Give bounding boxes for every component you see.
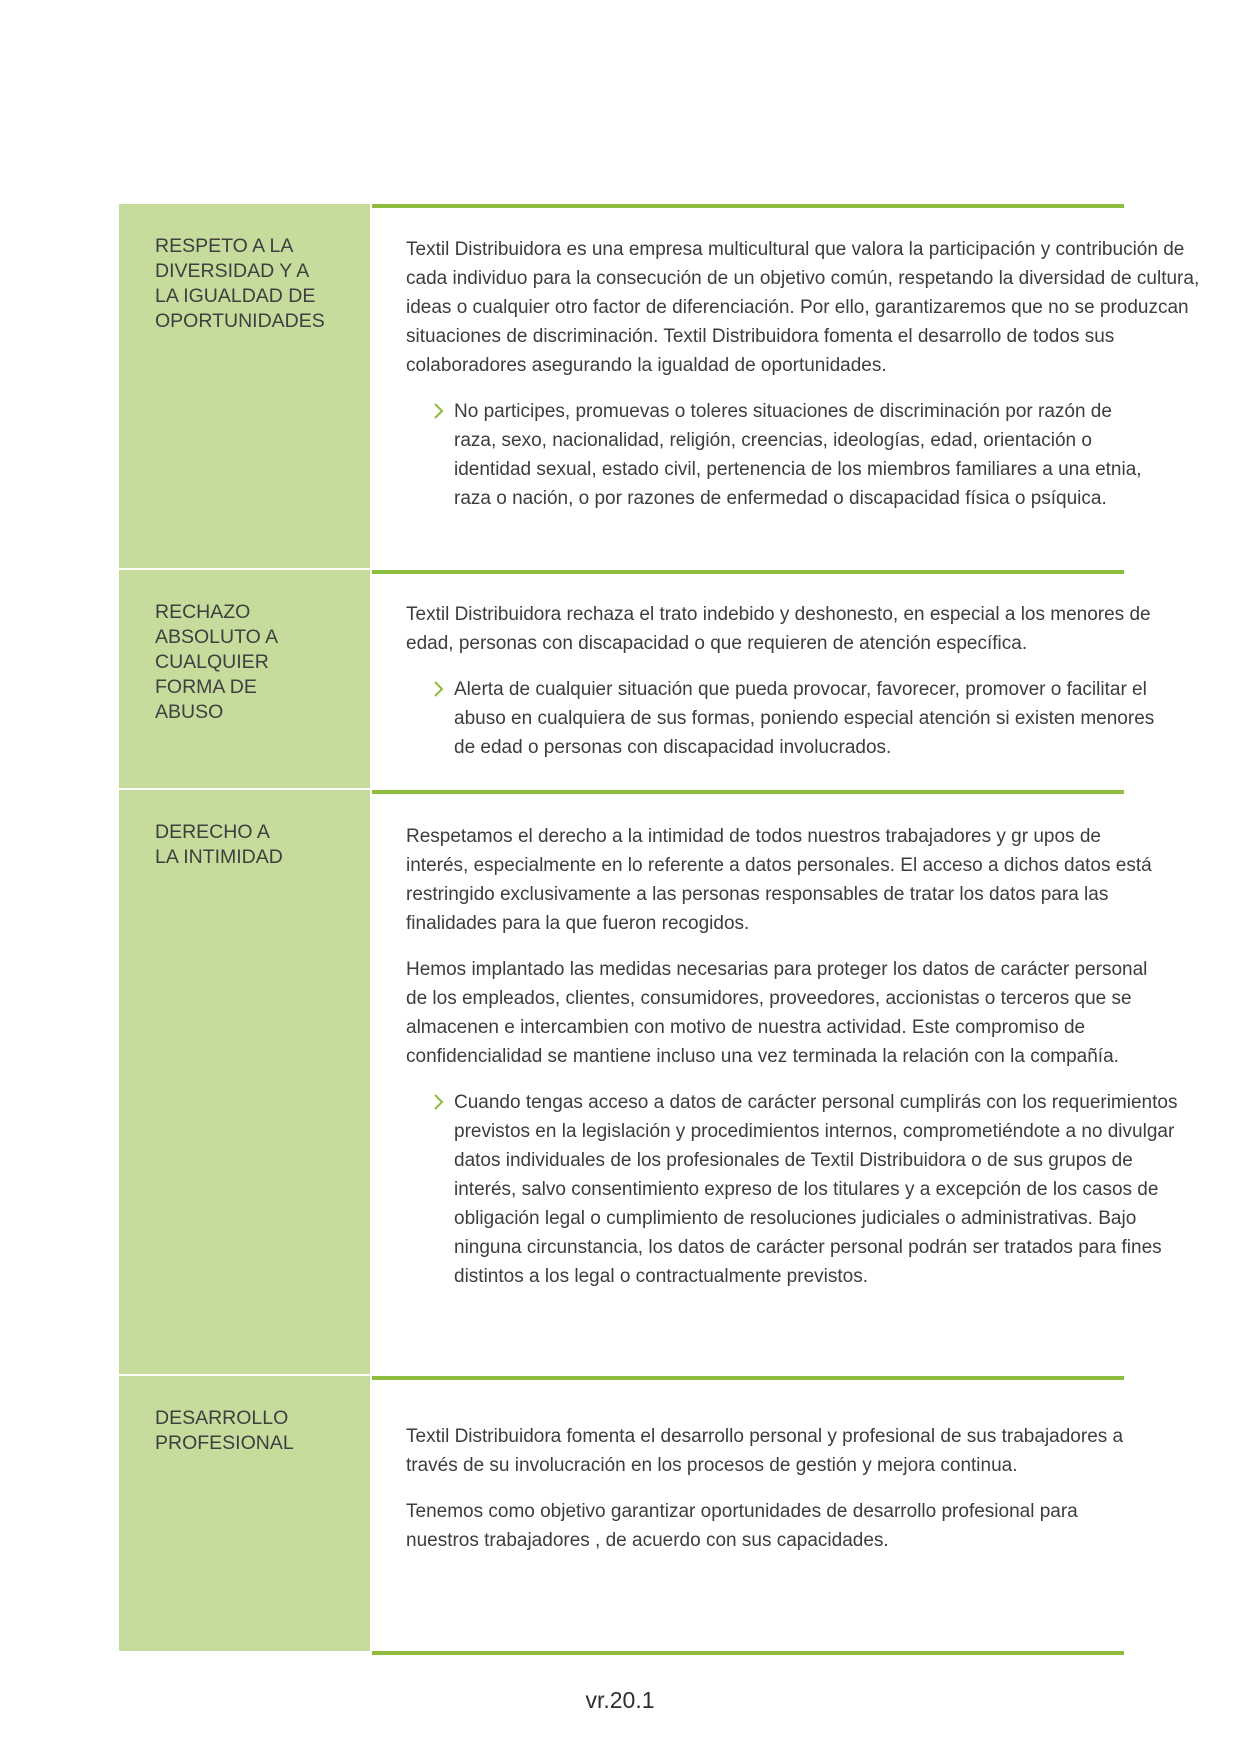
section-content [406,1422,1151,1572]
bullet-text: Cuando tengas acceso a datos de carácter personal cumplirás con los requerimientos previstos en la legislación y procedimientos internos, comprometiéndote a no divulgar datos individuales de los profesionales de Textil Distribuidora o de sus grupos de interés, salvo consentimiento expreso de los titulares y a excepción de los casos de obligación legal o cumplimiento de resoluciones judiciales o administrativas. Bajo ninguna circunstancia, los datos de carácter personal podrán ser tratados para fines distintos a los legal o contractualmente previstos. [454,1092,1178,1287]
section-paragraph: Textil Distribuidora es una empresa multicultural que valora la participación y contribución de cada individuo para la consecución de un objetivo común, respetando la diversidad de cultura, ideas o cualquier otro factor de diferenciación. Por ello, garantizaremos que no se produzcan situaciones de discriminación. Textil Distribuidora fomenta el desarrollo de todos sus colaboradores asegurando la igualdad de oportunidades. [406,239,1200,376]
section-rule [372,570,1124,574]
section-paragraph: Tenemos como objetivo garantizar oportunidades de desarrollo profesional para nuestros trabajadores , de acuerdo con sus capacidades. [406,1501,1078,1551]
section-abuse [119,570,1155,788]
bullet-text: No participes, promuevas o toleres situaciones de discriminación por razón de raza, sexo, nacionalidad, religión, creencias, ideologías, edad, orientación o identidad sexual, estado civil, pertenencia de los miembros familiares a una etnia, raza o nación, o por razones de enfermedad o discapacidad física o psíquica. [454,401,1142,509]
section-bullet [454,1088,1189,1291]
section-paragraph: Respetamos el derecho a la intimidad de todos nuestros trabajadores y gr upos de interés, especialmente en lo referente a datos personales. El acceso a dichos datos está restringido exclusivamente a las personas responsables de tratar los datos para las finalidades para la que fueron recogidos. [406,826,1152,934]
section-paragraph: Textil Distribuidora fomenta el desarrollo personal y profesional de sus trabajadores a través de su involucración en los procesos de gestión y mejora continua. [406,1426,1124,1476]
section-professional-development [119,1376,1124,1651]
section-sidebar [119,204,370,568]
section-privacy [119,790,1178,1374]
section-content [406,822,1178,1291]
section-content [406,235,1216,513]
section-title: RESPETO A LA DIVERSIDAD Y A LA IGUALDAD DE OPORTUNIDADES [155,235,325,332]
section-title: DESARROLLO PROFESIONAL [155,1407,294,1454]
section-title: RECHAZO ABSOLUTO A CUALQUIER FORMA DE ABUSO [155,601,279,723]
section-sidebar [119,1376,370,1651]
section-paragraph: Textil Distribuidora rechaza el trato indebido y deshonesto, en especial a los menores de edad, personas con discapacidad o que requieren de atención específica. [406,604,1151,654]
bullet-text: Alerta de cualquier situación que pueda provocar, favorecer, promover o facilitar el abuso en cualquiera de sus formas, poniendo especial atención si existen menores de edad o personas con discapacidad involucrados. [454,679,1155,758]
chevron-right-icon [432,402,444,420]
section-title: DERECHO A LA INTIMIDAD [155,821,283,868]
section-bullet [454,397,1154,513]
section-rule [372,790,1124,794]
section-rule [372,1376,1124,1380]
section-paragraph: Hemos implantado las medidas necesarias para proteger los datos de carácter personal de los empleados, clientes, consumidores, proveedores, accionistas o terceros que se almacenen e intercambien con motivo de nuestra actividad. Este compromiso de confidencialidad se mantiene incluso una vez terminada la relación con la compañía. [406,959,1148,1067]
section-bullet [454,675,1164,762]
section-sidebar [119,570,370,788]
version-label: vr.20.1 [585,1687,655,1713]
section-diversity [119,204,1200,568]
section-content [406,600,1156,762]
bottom-rule [372,1651,1124,1655]
section-rule [372,204,1124,208]
chevron-right-icon [432,1093,444,1111]
section-sidebar [119,790,370,1374]
chevron-right-icon [432,680,444,698]
